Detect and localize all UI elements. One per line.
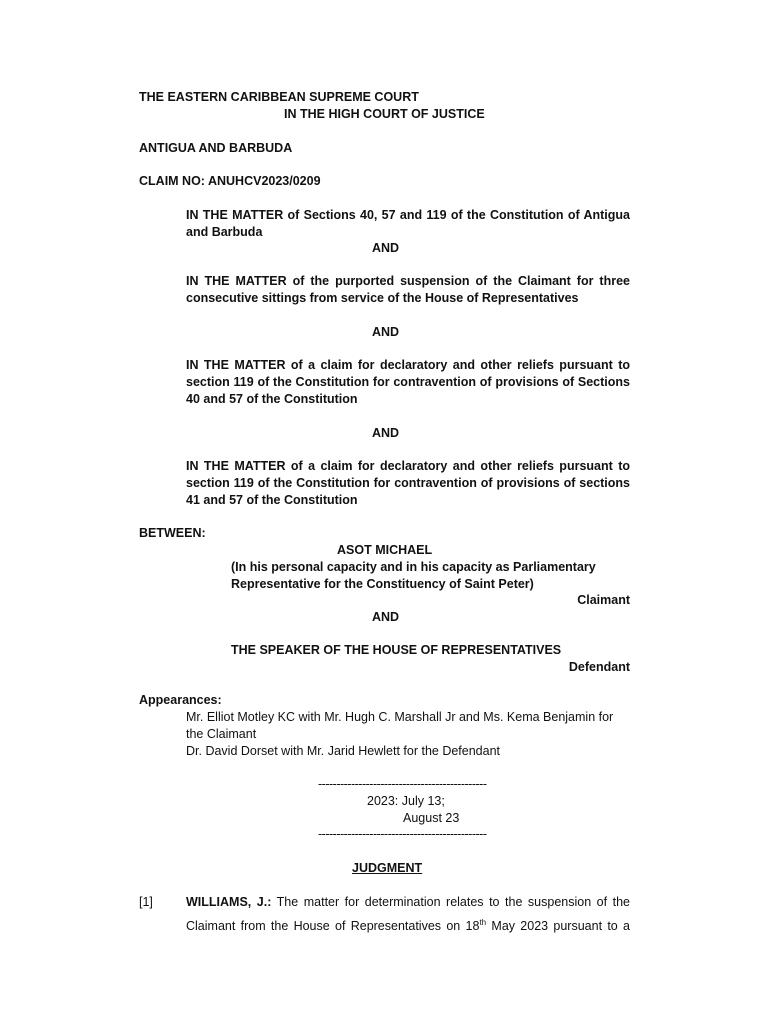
ordinal-suffix: th — [479, 917, 487, 927]
and-connector: AND — [372, 325, 400, 339]
defendant-name: THE SPEAKER OF THE HOUSE OF REPRESENTATIVES — [231, 643, 562, 657]
matter-lead: IN THE MATTER — [186, 358, 286, 372]
matter-lead: IN THE MATTER — [186, 274, 287, 288]
claimant-role: Claimant — [577, 593, 630, 607]
matter-paragraph — [186, 207, 630, 241]
judgment-text: The matter for determination relates to the suspension of the — [271, 895, 630, 909]
matter-text: of Sections 40, 57 and 119 of the Constitution of Antigua and Barbuda — [186, 208, 631, 239]
matter-paragraph — [186, 273, 630, 307]
matter-text: of a claim for declaratory and other reliefs pursuant to section 119 of the Constitution for contravention of provisions of Sections 40 and 57 of the Constitution — [186, 358, 630, 406]
matter-lead: IN THE MATTER — [186, 459, 286, 473]
separator-line: ---------------------------------------------- — [318, 827, 487, 841]
appearances-label: Appearances: — [139, 693, 222, 707]
claimant-capacity: (In his personal capacity and in his capacity as Parliamentary — [231, 560, 596, 574]
claimant-capacity: Representative for the Constituency of Saint Peter) — [231, 577, 534, 591]
and-connector: AND — [372, 426, 400, 440]
claimant-name: ASOT MICHAEL — [337, 543, 433, 557]
matter-paragraph — [186, 458, 630, 509]
appearance-line: the Claimant — [186, 727, 257, 741]
judgment-text: May 2023 pursuant to a — [486, 919, 631, 933]
court-division: IN THE HIGH COURT OF JUSTICE — [284, 107, 485, 121]
and-connector: AND — [372, 610, 400, 624]
judgment-title: JUDGMENT — [352, 861, 423, 875]
defendant-role: Defendant — [568, 660, 630, 674]
appearance-line: Dr. David Dorset with Mr. Jarid Hewlett for the Defendant — [186, 744, 501, 758]
paragraph-number: [1] — [139, 895, 153, 909]
matter-text: of the purported suspension of the Claimant for three consecutive sittings from service of the House of Representatives — [186, 274, 630, 305]
court-name: THE EASTERN CARIBBEAN SUPREME COURT — [139, 90, 419, 104]
between-label: BETWEEN: — [139, 526, 206, 540]
judgment-text: Claimant from the House of Representatives on 18 — [186, 919, 480, 933]
appearance-line: Mr. Elliot Motley KC with Mr. Hugh C. Marshall Jr and Ms. Kema Benjamin for — [186, 710, 614, 724]
separator-line: ---------------------------------------------- — [318, 777, 487, 791]
and-connector: AND — [372, 241, 400, 255]
judge-name: WILLIAMS, J.: — [186, 895, 272, 909]
matter-paragraph — [186, 357, 630, 408]
jurisdiction: ANTIGUA AND BARBUDA — [139, 141, 293, 155]
matter-lead: IN THE MATTER — [186, 208, 284, 222]
judgment-line — [186, 918, 630, 935]
hearing-date: 2023: July 13; — [367, 794, 445, 808]
judgment-line — [186, 894, 630, 911]
matter-text: of a claim for declaratory and other reliefs pursuant to section 119 of the Constitution for contravention of provisions of sections 41 and 57 of the Constitution — [186, 459, 630, 507]
claim-number: CLAIM NO: ANUHCV2023/0209 — [139, 174, 321, 188]
judgment-date: August 23 — [403, 811, 460, 825]
